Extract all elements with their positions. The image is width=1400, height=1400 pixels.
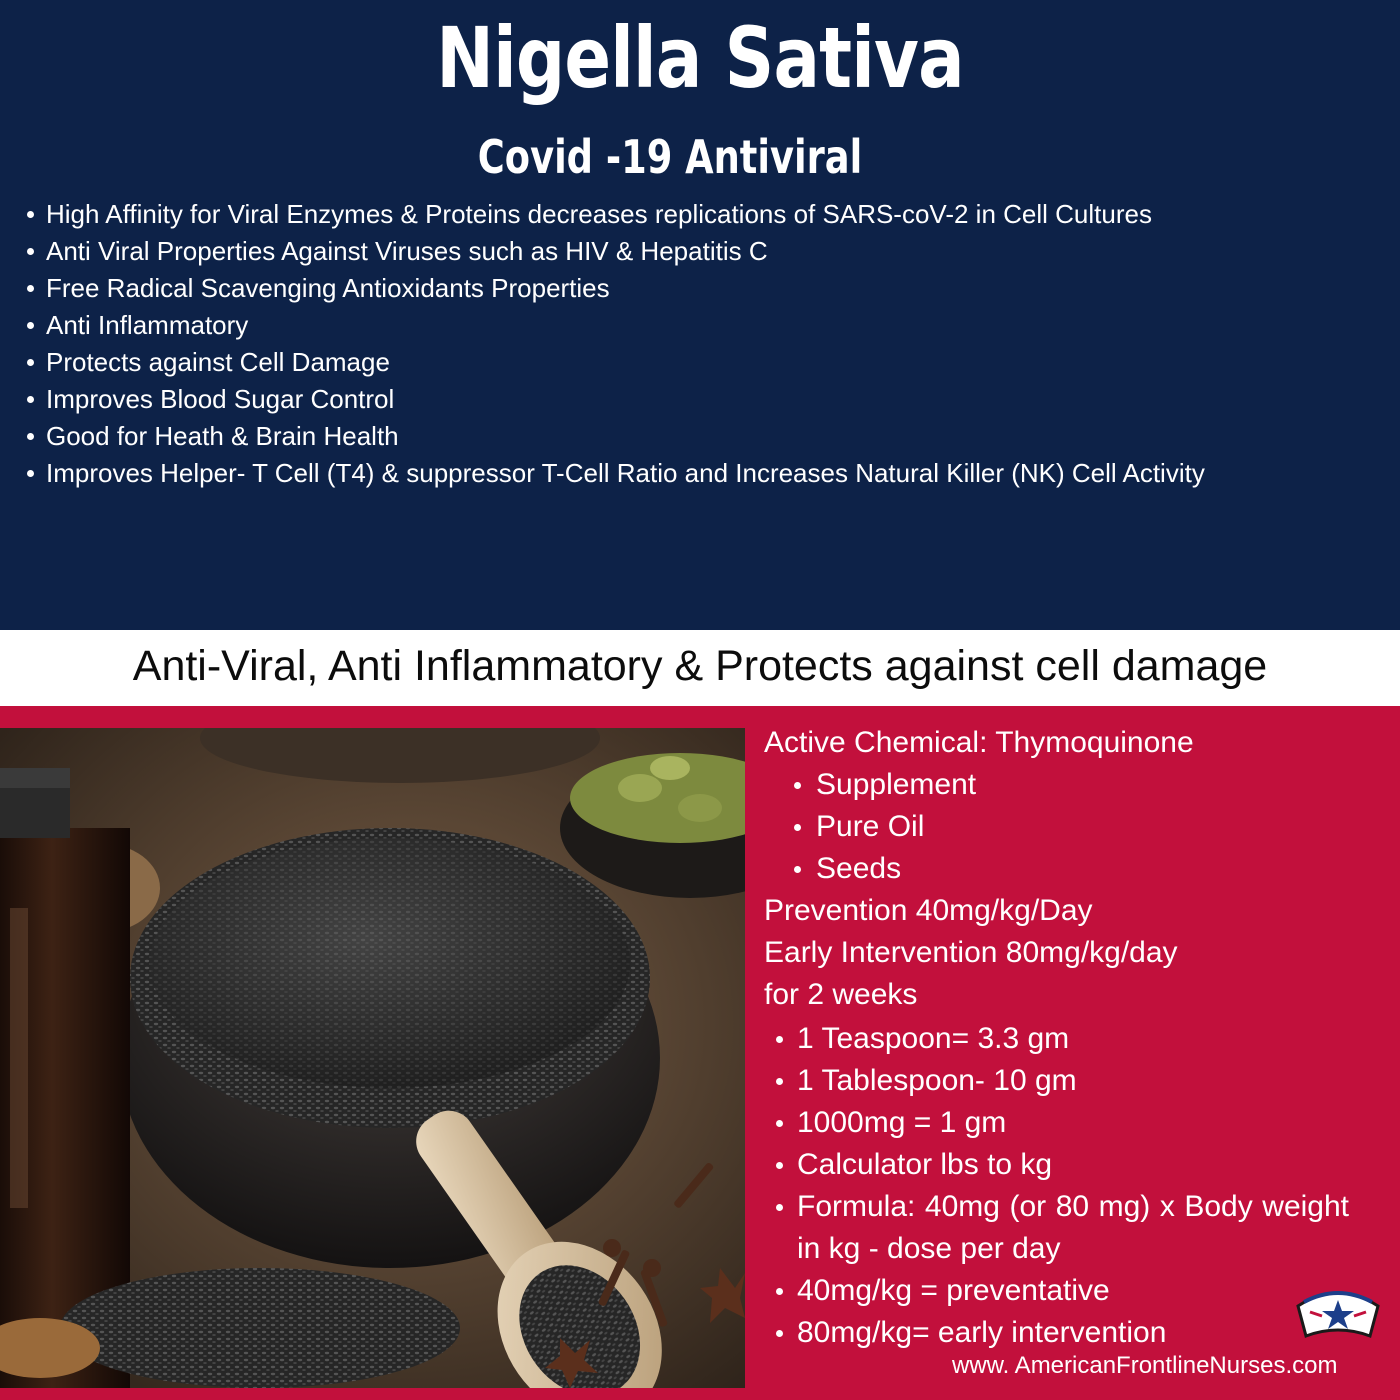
prevention-dose-text: Prevention 40mg/kg/Day — [764, 894, 1093, 927]
conversion-item: Formula: 40mg (or 80 mg) x Body weight in kg - dose per day — [764, 1186, 1349, 1270]
header-section — [0, 0, 1400, 630]
conversions-list — [764, 1018, 1349, 1354]
conversion-item: 1 Teaspoon= 3.3 gm — [764, 1018, 1349, 1060]
early-intervention-dose-text: Early Intervention 80mg/kg/day — [764, 936, 1178, 969]
nurse-cap-star-logo-icon — [1292, 1286, 1384, 1348]
benefit-item: Good for Heath & Brain Health — [22, 418, 1274, 455]
forms-list — [764, 764, 1349, 890]
benefit-item: Improves Blood Sugar Control — [22, 381, 1274, 418]
benefit-item: Anti Inflammatory — [22, 307, 1274, 344]
conversion-item: 40mg/kg = preventative — [764, 1270, 1349, 1312]
benefits-list — [22, 196, 1274, 492]
active-chemical-text: Active Chemical: Thymoquinone — [764, 726, 1194, 759]
page-title: Nigella Sativa — [436, 9, 964, 107]
form-item: Supplement — [764, 764, 1349, 806]
benefit-item: Anti Viral Properties Against Viruses such as HIV & Hepatitis C — [22, 233, 1274, 270]
conversion-item: 1000mg = 1 gm — [764, 1102, 1349, 1144]
benefit-item: High Affinity for Viral Enzymes & Proteins decreases replications of SARS-coV-2 in Cell Cultures — [22, 196, 1274, 233]
benefit-item: Free Radical Scavenging Antioxidants Properties — [22, 270, 1274, 307]
summary-banner: Anti-Viral, Anti Inflammatory & Protects against cell damage — [0, 630, 1400, 706]
conversion-item: Calculator lbs to kg — [764, 1144, 1349, 1186]
form-item: Seeds — [764, 848, 1349, 890]
benefit-item: Protects against Cell Damage — [22, 344, 1274, 381]
website-link-text: www. AmericanFrontlineNurses.com — [952, 1352, 1338, 1379]
seeds-photo-illustration — [0, 728, 745, 1388]
page-subtitle: Covid -19 Antiviral — [477, 130, 863, 184]
duration-text: for 2 weeks — [764, 978, 918, 1011]
dosage-section — [0, 706, 1400, 1400]
conversion-item: 80mg/kg= early intervention — [764, 1312, 1349, 1354]
seeds-photo — [0, 728, 745, 1388]
form-item: Pure Oil — [764, 806, 1349, 848]
dosage-info — [764, 722, 1349, 1354]
conversion-item: 1 Tablespoon- 10 gm — [764, 1060, 1349, 1102]
benefit-item: Improves Helper- T Cell (T4) & suppressor T-Cell Ratio and Increases Natural Killer (NK) Cell Activity — [22, 455, 1274, 492]
